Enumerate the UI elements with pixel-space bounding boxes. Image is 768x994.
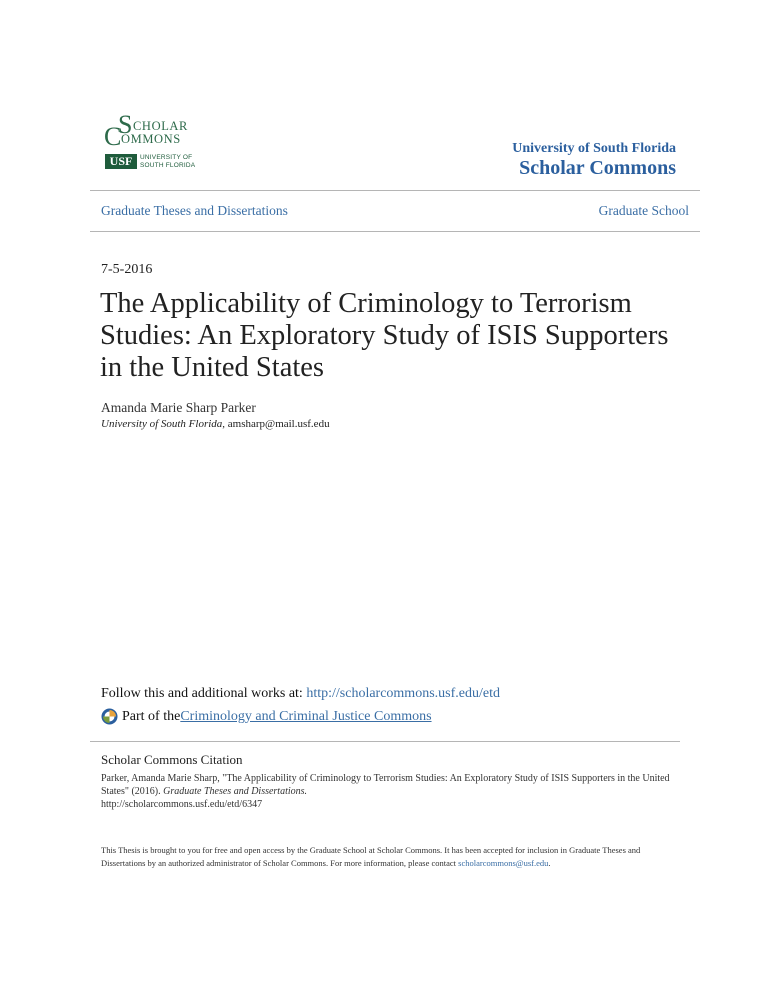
citation-url: http://scholarcommons.usf.edu/etd/6347 [101, 799, 263, 810]
citation-series: Graduate Theses and Dissertations. [163, 786, 308, 797]
publication-date: 7-5-2016 [101, 262, 153, 277]
follow-prefix: Follow this and additional works at: [101, 686, 307, 701]
scholar-commons-logo[interactable] [104, 112, 214, 174]
citation-divider [90, 741, 680, 742]
contact-email-link[interactable]: scholarcommons@usf.edu [458, 858, 549, 868]
collection-link[interactable]: Graduate Theses and Dissertations [101, 203, 288, 218]
access-notice-text: This Thesis is brought to you for free and open access by the Graduate School at Scholar Commons. It has been accepted for inclusion in Graduate Theses and Dissertations by an authorized administrator of Scholar Commons. For more information, please contact [101, 845, 641, 868]
follow-line [101, 686, 500, 702]
logo-letter-c: C [104, 122, 122, 151]
author-name: Amanda Marie Sharp Parker [101, 400, 256, 415]
usf-line-2: SOUTH FLORIDA [140, 161, 196, 169]
logo-text-ommons: OMMONS [121, 132, 181, 146]
header-divider-bottom [90, 231, 700, 232]
citation-heading: Scholar Commons Citation [101, 752, 243, 767]
affiliation-institution: University of South Florida [101, 418, 223, 430]
access-notice-end: . [548, 858, 551, 868]
discipline-link[interactable]: Criminology and Criminal Justice Commons [180, 708, 432, 724]
network-commons-icon [101, 708, 118, 725]
usf-badge-text [140, 154, 195, 169]
repository-name[interactable]: Scholar Commons [519, 157, 676, 179]
part-of-line [101, 708, 432, 725]
header-divider-top [90, 190, 700, 191]
usf-badge: USF [105, 154, 137, 169]
department-link[interactable]: Graduate School [598, 203, 689, 218]
citation-main: Parker, Amanda Marie Sharp, "The Applicability of Criminology to Terrorism Studies: An Exploratory Study of ISIS Supporters in the United States" (2016). [101, 773, 670, 797]
part-of-prefix: Part of the [122, 708, 181, 724]
access-notice [101, 844, 673, 870]
etd-link[interactable]: http://scholarcommons.usf.edu/etd [306, 686, 500, 701]
citation-text [101, 772, 673, 811]
logo-text-cholar: CHOLAR [133, 119, 188, 133]
logo-wordmark [104, 112, 214, 150]
document-title: The Applicability of Criminology to Terrorism Studies: An Exploratory Study of ISIS Supporters in the United States [100, 288, 669, 383]
author-email: , amsharp@mail.usf.edu [222, 418, 330, 430]
logo-letter-s: S [118, 110, 133, 139]
university-name[interactable]: University of South Florida [512, 141, 676, 156]
author-affiliation [101, 418, 330, 430]
usf-line-1: UNIVERSITY OF [140, 154, 193, 161]
